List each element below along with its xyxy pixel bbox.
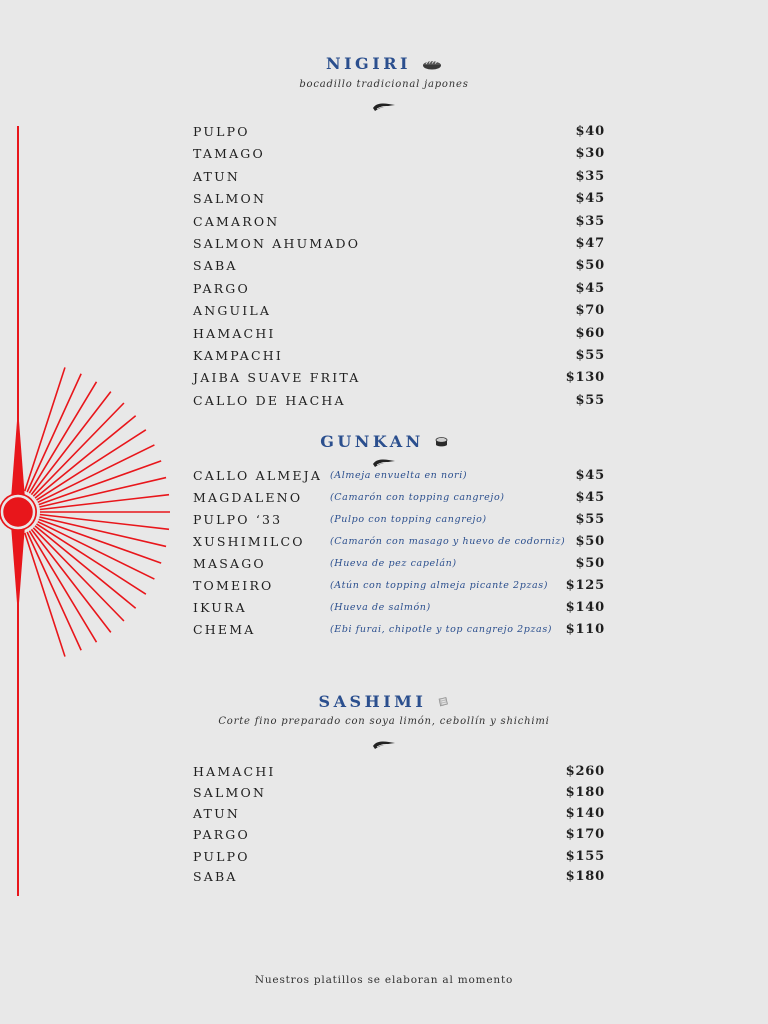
menu-item-price: $170 — [565, 827, 605, 842]
menu-item-price: $140 — [565, 600, 605, 615]
sunburst-ray — [31, 529, 110, 632]
gunkan-section-title — [0, 432, 768, 452]
sashimi-section-title — [0, 692, 768, 712]
menu-item-price: $50 — [575, 258, 605, 274]
menu-item-name: MAGDALENO — [193, 490, 303, 505]
menu-item-row — [193, 785, 605, 805]
menu-item-row — [193, 849, 605, 869]
sashimi-icon — [437, 693, 449, 712]
menu-item-row — [193, 578, 605, 598]
menu-item-name: PULPO — [193, 124, 250, 139]
menu-item-row — [193, 512, 605, 532]
menu-item-row — [193, 468, 605, 488]
menu-item-price: $35 — [575, 213, 605, 229]
menu-item-price: $55 — [575, 392, 605, 408]
menu-item-row — [193, 827, 605, 847]
menu-item-name: PULPO — [193, 848, 250, 864]
menu-item-price: $30 — [575, 146, 605, 162]
menu-item-price: $55 — [575, 512, 605, 527]
menu-item-row — [193, 326, 605, 346]
gunkan-title-text: GUNKAN — [320, 432, 424, 451]
menu-item-row — [193, 600, 605, 620]
menu-item-price: $60 — [575, 325, 605, 341]
menu-item-description: (Atún con topping almeja picante 2pzas) — [330, 580, 549, 591]
menu-item-price: $260 — [565, 764, 605, 779]
menu-item-price: $45 — [575, 468, 605, 483]
menu-item-description: (Hueva de salmón) — [330, 602, 431, 613]
menu-item-row — [193, 348, 605, 368]
menu-item-name: KAMPACHI — [193, 348, 283, 363]
menu-item-row — [193, 146, 605, 166]
menu-item-row — [193, 281, 605, 301]
menu-item-price: $50 — [575, 534, 605, 549]
menu-item-price: $140 — [565, 805, 605, 821]
menu-item-price: $155 — [565, 848, 605, 864]
nigiri-title-text: NIGIRI — [325, 54, 411, 73]
menu-item-name: PARGO — [193, 827, 250, 842]
menu-item-price: $110 — [565, 622, 605, 637]
menu-item-row — [193, 806, 605, 826]
menu-item-name: ATUN — [193, 805, 240, 821]
menu-item-name: SALMON AHUMADO — [193, 236, 361, 251]
sashimi-subtitle: Corte fino preparado con soya limón, cebollín y shichimi — [218, 716, 550, 727]
sunburst-ray — [25, 367, 65, 491]
menu-item-name: ATUN — [193, 168, 240, 184]
menu-item-row — [193, 556, 605, 576]
menu-item-name: IKURA — [193, 600, 247, 615]
menu-item-price: $50 — [575, 556, 605, 571]
menu-item-description: (Camarón con topping cangrejo) — [330, 492, 505, 503]
sunburst-ray — [37, 524, 146, 594]
menu-item-price: $45 — [575, 490, 605, 505]
menu-item-name: MASAGO — [193, 556, 266, 571]
menu-item-price: $130 — [565, 370, 605, 386]
menu-item-row — [193, 303, 605, 323]
brush-ornament-icon — [371, 738, 397, 750]
menu-item-description: (Ebi furai, chipotle y top cangrejo 2pzas) — [330, 624, 553, 635]
menu-item-row — [193, 534, 605, 554]
brush-ornament-icon — [371, 100, 397, 112]
menu-item-price: $45 — [575, 280, 605, 296]
menu-item-price: $180 — [565, 868, 605, 884]
menu-item-row — [193, 622, 605, 642]
menu-item-row — [193, 764, 605, 784]
menu-item-row — [193, 214, 605, 234]
menu-item-price: $45 — [575, 191, 605, 207]
menu-item-name: CALLO DE HACHA — [193, 392, 346, 408]
sunburst-ray — [35, 526, 136, 608]
menu-item-row — [193, 370, 605, 390]
menu-item-name: CALLO ALMEJA — [193, 468, 323, 483]
menu-item-name: SALMON — [193, 785, 267, 800]
menu-item-row — [193, 191, 605, 211]
footer-note: Nuestros platillos se elaboran al momento — [254, 974, 514, 986]
menu-item-price: $47 — [575, 236, 605, 251]
menu-item-name: PARGO — [193, 280, 250, 296]
menu-item-name: SALMON — [193, 191, 267, 207]
sunburst-ray — [35, 416, 136, 498]
menu-item-description: (Camarón con masago y huevo de codorniz) — [330, 536, 566, 547]
menu-item-price: $40 — [575, 124, 605, 139]
menu-item-name: HAMACHI — [193, 325, 276, 341]
brush-ornament-icon — [371, 456, 397, 468]
menu-item-row — [193, 124, 605, 144]
sunburst-ray — [25, 533, 65, 657]
menu-item-row — [193, 236, 605, 256]
red-sunburst-decoration — [0, 0, 180, 1024]
menu-item-price: $35 — [575, 168, 605, 184]
menu-item-price: $125 — [565, 578, 605, 593]
nigiri-sushi-icon — [422, 55, 442, 74]
menu-item-name: TAMAGO — [193, 146, 265, 162]
menu-item-name: PULPO ‘33 — [193, 512, 283, 527]
menu-item-description: (Pulpo con topping cangrejo) — [330, 514, 487, 525]
menu-item-description: (Hueva de pez capelán) — [330, 558, 457, 569]
menu-item-price: $55 — [575, 348, 605, 363]
menu-item-description: (Almeja envuelta en nori) — [330, 470, 468, 481]
menu-item-row — [193, 490, 605, 510]
menu-item-name: CHEMA — [193, 622, 256, 637]
menu-item-price: $180 — [565, 785, 605, 800]
nigiri-subtitle: bocadillo tradicional japones — [299, 79, 469, 90]
menu-item-row — [193, 869, 605, 889]
menu-item-name: HAMACHI — [193, 764, 276, 779]
sashimi-title-text: SASHIMI — [318, 692, 427, 711]
menu-item-row — [193, 393, 605, 413]
menu-item-name: CAMARON — [193, 213, 280, 229]
menu-item-name: TOMEIRO — [193, 578, 274, 593]
sunburst-ray — [29, 531, 96, 642]
menu-item-name: ANGUILA — [193, 303, 272, 319]
menu-item-name: SABA — [193, 868, 238, 884]
nigiri-section-title — [0, 54, 768, 74]
menu-item-name: SABA — [193, 258, 238, 274]
menu-item-name: XUSHIMILCO — [193, 534, 305, 549]
menu-item-name: JAIBA SUAVE FRITA — [193, 370, 361, 386]
menu-item-price: $70 — [575, 303, 605, 319]
menu-item-row — [193, 169, 605, 189]
gunkan-roll-icon — [435, 433, 448, 452]
menu-item-row — [193, 258, 605, 278]
